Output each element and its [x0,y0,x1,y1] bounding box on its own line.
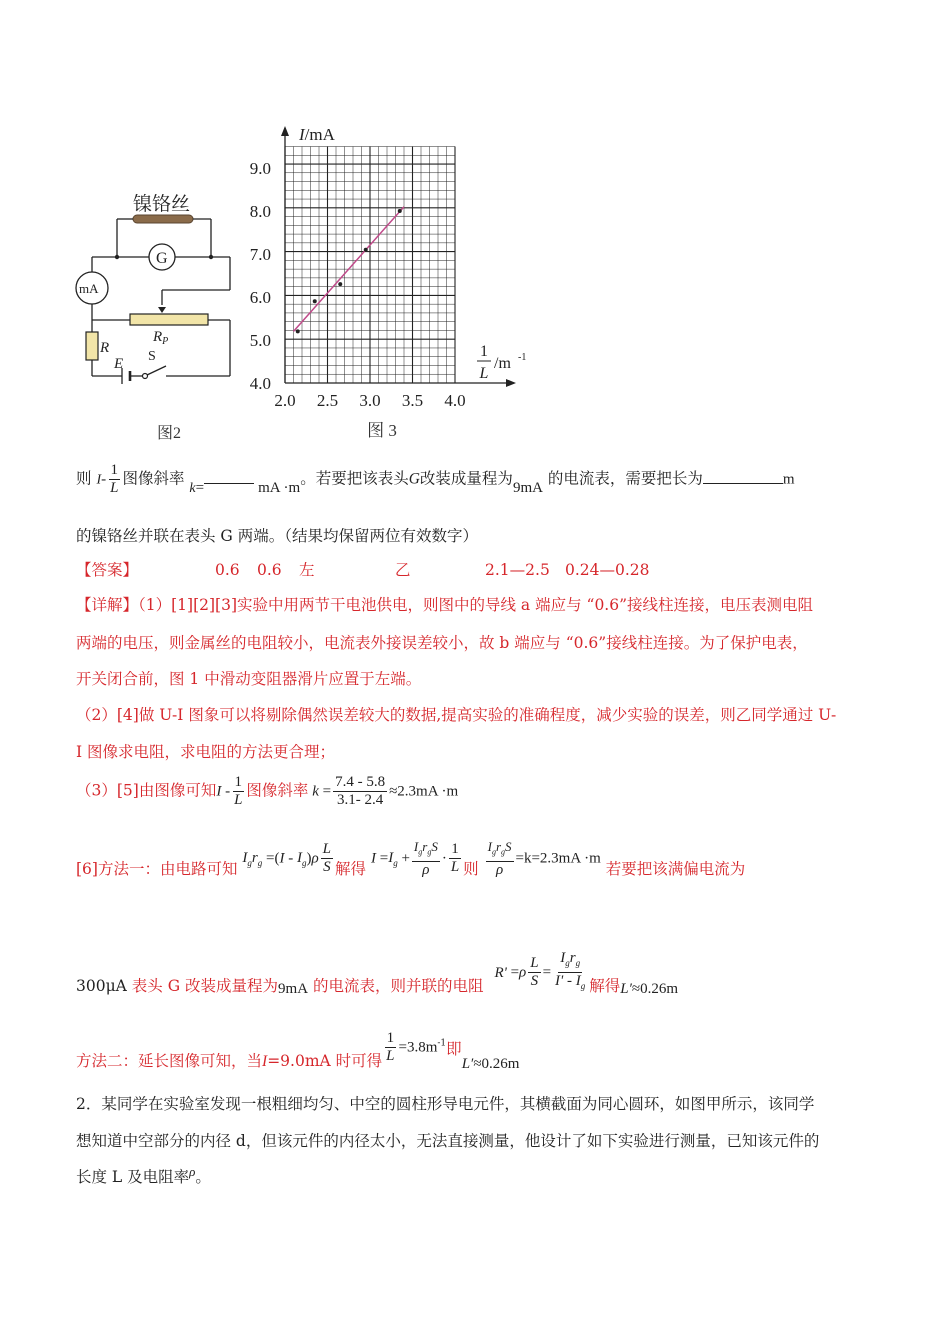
figure-2-caption: 图2 [157,425,182,442]
detail-p6-b: I [262,1052,268,1070]
detail-p5-b: 表头 G 改装成量程为 [131,976,279,995]
rheostat-symbol [130,314,208,325]
detail-p4-b: 解得 [335,860,367,879]
answer-blank-k[interactable] [204,469,254,484]
data-point [338,282,342,286]
detail-p5-d: 的电流表，则并联的电阻 [312,976,484,995]
detail-p5-f: ≈0.26m [631,980,679,997]
y-tick-label: 8.0 [249,202,271,221]
figure-2-circuit [70,180,250,450]
question-2-line-2: 想知道中空部分的内径 d，但该元件的内径太小，无法直接测量，他设计了如下实验进行测量，已知该元件的 [76,1132,820,1150]
question-2-l3-text: 长度 L 及电阻率 [76,1168,190,1186]
answer-1: 0.6 [215,561,240,579]
y-tick-label: 6.0 [249,288,271,307]
y-tick-label: 9.0 [249,159,271,178]
nichrome-wire [133,215,193,223]
detail-p1-line2: 两端的电压，则金属丝的电阻较小，电流表外接误差较小，故 b 端应与 “0.6”接线柱连接。为了保护电表， [76,634,808,652]
figure-3-caption: 图 3 [367,421,397,440]
q-k: k [189,480,196,496]
x-tick-label: 2.0 [274,391,296,410]
detail-p4-a: [6]方法一：由电路可知 [76,860,238,879]
detail-p6-e: 即 [446,1039,462,1058]
data-point [313,299,317,303]
detail-label: 【详解】 [76,596,139,614]
data-point [364,248,368,252]
y-axis-arrow [281,126,289,136]
answer-blank-length[interactable] [703,469,783,484]
question-2-line-1: 2．某同学在实验室发现一根粗细均匀、中空的圆柱形导电元件，其横截面为同心圆环，如图甲所示，该同学 [76,1095,815,1113]
y-tick-label: 5.0 [249,331,271,350]
figure-3-chart [232,118,542,448]
slope-result: ≈2.3mA ·m [389,783,459,800]
slope-denominator: 3.1- 2.4 [336,792,384,808]
q-text-c: 。若要把该表头 [300,469,409,488]
detail-p2-line1: （2）[4]做 U-I 图象可以将剔除偶然误差较大的数据,提高实验的准确程度，减少实验的误差，则乙同学通过 U- [76,706,837,724]
q-text-b: 图像斜率 [122,469,185,488]
nichrome-wire-label: 镍铬丝 [133,194,191,215]
answer-label: 【答案】 [76,561,139,579]
q-text-d: 改装成量程为 [419,469,513,488]
x-tick-label: 3.0 [359,391,381,410]
resistor-symbol [86,332,98,360]
q-text-e: 的电流表，需要把长为 [547,469,703,488]
switch-label: S [148,349,156,364]
q-unit: mA ·m [258,479,301,496]
detail-p1-line3: 开关闭合前，图 1 中滑动变阻器滑片应置于左端。 [76,670,422,688]
chart-grid [285,147,455,384]
detail-p6-f: ≈0.26m [473,1055,520,1072]
answer-4: 乙 [395,561,411,579]
q-m: m [782,471,795,488]
y-tick-label: 7.0 [249,245,271,264]
detail-p4-d: =k=2.3mA ·m [515,850,601,867]
chart-marks [294,207,405,334]
source-label: E [114,356,124,372]
q-G: G [408,470,420,488]
detail-p5-a: 300μA [76,976,127,995]
answer-2: 0.6 [257,561,282,579]
q-9mA: 9mA [512,479,543,496]
detail-p2-line2: I 图像求电阻，求电阻的方法更合理； [76,743,336,761]
data-point [398,209,402,213]
answer-6: 0.24—0.28 [565,561,650,579]
x-axis-label-numerator: 1 [480,343,488,360]
detail-p1-l1-text: （1）[1][2][3]实验中用两节干电池供电，则图中的导线 a 端应与 “0.6”接线柱连接，电压表测电阻 [138,596,814,614]
detail-p4-c: 则 [463,860,479,879]
x-axis-label-unit: /m [494,355,511,372]
detail-p6: 方法二：延长图像可知，当I=9.0mA 时可得 $\frac{1}{L}$ $=3.8m^{-1}$即L′≈0.26m [76,1030,520,1072]
answer-5: 2.1—2.5 [485,561,550,579]
x-tick-label: 3.5 [401,391,424,410]
detail-p3-a: （3）[5]由图像可知 [76,781,217,800]
detail-p6-c: =9.0mA 时可得 [267,1051,383,1070]
x-axis-label-exponent: -1 [518,352,527,363]
x-tick-label: 4.0 [444,391,466,410]
data-point [296,329,300,333]
x-tick-label: 2.5 [316,391,339,410]
detail-p5-e: 解得 [589,976,621,995]
detail-p6-d: =3.8m [398,1039,438,1056]
x-axis-label-denominator: L [479,365,489,382]
slope-numerator: 7.4 - 5.8 [335,774,386,790]
y-axis-label: I/mA [299,125,335,144]
x-axis-arrow [506,379,516,387]
question-line-1: 则 I- $\frac{1}{L}$ 图像斜率 k= mA ·m。若要把该表头G改装成量程为9mA 的电流表，需要把长为 m [76,462,795,496]
resistor-label: R [100,340,110,356]
answer-3: 左 [299,561,315,579]
milliammeter-label: mA [79,281,99,296]
detail-p5: 300μA 表头 G 改装成量程为9mA 的电流表，则并联的电阻 R' =ρ $\frac{L}{S}$ = $\frac{I_gr_g}{I' - I_g}$ 解得L′≈0.26m [76,950,679,997]
detail-p5-c: 9mA [278,980,309,997]
detail-p4-e: 若要把该满偏电流为 [605,860,746,879]
question-2-line-3: 长度 L 及电阻率$^\rho$。 [76,1164,211,1186]
detail-p6-a: 方法二：延长图像可知，当 [76,1051,263,1070]
detail-p1-line1 [76,595,813,615]
detail-p3: （3）[5]由图像可知I - $\frac{1}{L}$ 图像斜率 k = $\frac{7.4 - 5.8}{3.1- 2.4}$ ≈2.3mA ·m [76,774,459,808]
detail-p3-b: 图像斜率 [246,781,309,800]
rheostat-label: $R_P$ [153,329,169,347]
galvanometer-label: G [156,250,168,267]
y-tick-label: 4.0 [249,374,271,393]
q-text-a: 则 [76,469,92,488]
q-eq: = [195,479,205,496]
chart-labels [250,125,527,440]
detail-p4: [6]方法一：由电路可知 $I_gr_g =(I - I_g)\rho$ $\frac{L}{S}$ 解得 $I =I_g$ + $\frac{I_gr_gS}{\rho}$ · $\frac{1}{L}$ 则 $\frac{I_gr_gS}{\rho}$ =k=2.3mA ·m 若要把该满偏电流为 [76,839,746,879]
question-line-2: 的镍铬丝并联在表头 G 两端。（结果均保留两位有效数字） [76,527,478,545]
